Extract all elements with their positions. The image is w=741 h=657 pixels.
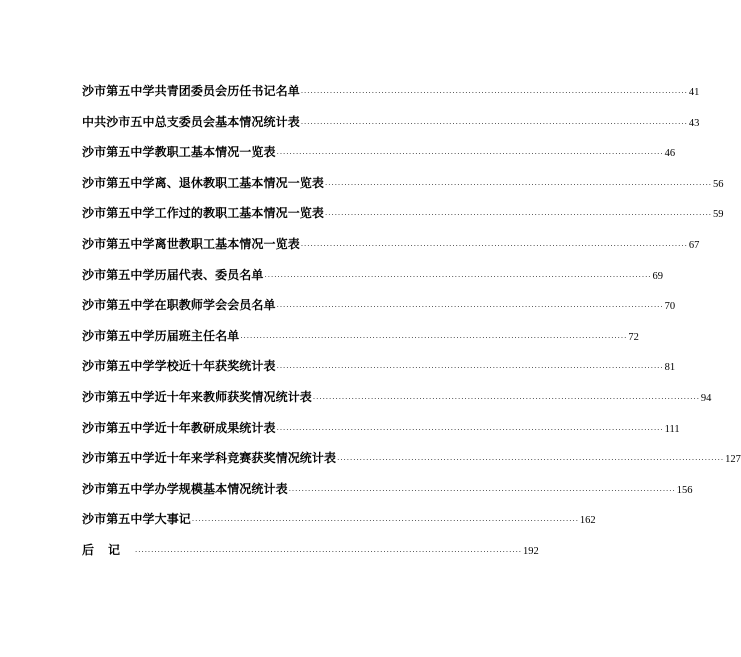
toc-entry[interactable] xyxy=(82,509,596,540)
toc-entry[interactable] xyxy=(82,173,724,204)
toc-entry-page: 69 xyxy=(652,270,664,282)
toc-entry-page: 46 xyxy=(664,148,676,160)
toc-dot-leader: ························································································································ xyxy=(276,303,664,312)
toc-dot-leader: ························································································································ xyxy=(276,425,664,434)
toc-dot-leader: ························································································································ xyxy=(325,180,713,189)
toc-entry-page: 72 xyxy=(628,331,639,343)
toc-entry-page: 94 xyxy=(700,392,712,404)
toc-entry-page: 56 xyxy=(713,178,724,190)
toc-dot-leader: ························································································································ xyxy=(240,333,628,342)
toc-entry-page: 81 xyxy=(664,362,676,374)
toc-entry-page: 111 xyxy=(664,423,680,435)
toc-dot-leader: ························································································································ xyxy=(276,364,664,373)
toc-dot-leader: ························································································································ xyxy=(337,456,725,465)
toc-entry[interactable] xyxy=(82,265,664,296)
toc-dot-leader: ························································································································ xyxy=(264,272,652,281)
toc-entry[interactable] xyxy=(82,234,700,265)
toc-entry-page: 192 xyxy=(523,545,539,557)
toc-entry-title: 沙市第五中学历届班主任名单 xyxy=(82,328,240,343)
toc-entry-title: 沙市第五中学历届代表、委员名单 xyxy=(82,267,264,282)
toc-entry-title: 沙市第五中学大事记 xyxy=(82,512,191,527)
toc-dot-leader: ························································································································ xyxy=(312,394,700,403)
toc-dot-leader: ························································································································ xyxy=(288,486,676,495)
toc-entry-title: 中共沙市五中总支委员会基本情况统计表 xyxy=(82,114,300,129)
toc-dot-leader: ························································································································ xyxy=(191,517,579,526)
toc-dot-leader: ························································································································ xyxy=(300,241,688,250)
toc-entry[interactable] xyxy=(82,81,700,112)
toc-entry-title: 沙市第五中学工作过的教职工基本情况一览表 xyxy=(82,206,325,221)
toc-dot-leader: ························································································································ xyxy=(135,547,523,556)
toc-entry-page: 162 xyxy=(579,515,596,527)
toc-entry[interactable] xyxy=(82,356,676,387)
toc-entry[interactable] xyxy=(82,203,724,234)
toc-entry-title: 沙市第五中学离世教职工基本情况一览表 xyxy=(82,236,300,251)
toc-entry-page: 156 xyxy=(676,484,693,496)
toc-entry-title: 沙市第五中学在职教师学会会员名单 xyxy=(82,298,276,313)
toc-entry[interactable] xyxy=(82,448,741,479)
toc-dot-leader: ························································································································ xyxy=(276,150,664,159)
toc-entry[interactable] xyxy=(82,418,680,449)
toc-entry[interactable] xyxy=(82,295,676,326)
toc-entry-title: 沙市第五中学教职工基本情况一览表 xyxy=(82,145,276,160)
toc-entry[interactable] xyxy=(82,540,539,571)
table-of-contents xyxy=(82,81,741,571)
toc-entry-title: 沙市第五中学近十年教研成果统计表 xyxy=(82,420,276,435)
toc-entry-page: 127 xyxy=(725,454,741,466)
toc-entry-page: 67 xyxy=(688,239,700,251)
toc-entry-title: 沙市第五中学学校近十年获奖统计表 xyxy=(82,359,276,374)
toc-entry[interactable] xyxy=(82,142,676,173)
toc-entry-title: 沙市第五中学共青团委员会历任书记名单 xyxy=(82,84,300,98)
toc-entry[interactable] xyxy=(82,479,693,510)
toc-entry-title: 沙市第五中学近十年来教师获奖情况统计表 xyxy=(82,389,312,404)
toc-entry[interactable] xyxy=(82,387,712,418)
toc-entry-page: 59 xyxy=(713,209,724,221)
toc-entry-title: 沙市第五中学离、退休教职工基本情况一览表 xyxy=(82,175,325,190)
toc-entry-page: 43 xyxy=(688,117,700,129)
toc-entry-title: 沙市第五中学办学规模基本情况统计表 xyxy=(82,481,288,496)
toc-entry-title: 沙市第五中学近十年来学科竞赛获奖情况统计表 xyxy=(82,451,337,466)
toc-entry[interactable] xyxy=(82,326,639,357)
toc-dot-leader: ························································································································ xyxy=(325,211,713,220)
toc-entry-page: 41 xyxy=(688,87,700,98)
toc-entry[interactable] xyxy=(82,112,700,143)
toc-entry-title: 后记 xyxy=(82,542,135,557)
toc-dot-leader: ························································································································ xyxy=(300,119,688,128)
toc-entry-page: 70 xyxy=(664,301,676,313)
toc-dot-leader: ························································································································ xyxy=(300,89,688,97)
